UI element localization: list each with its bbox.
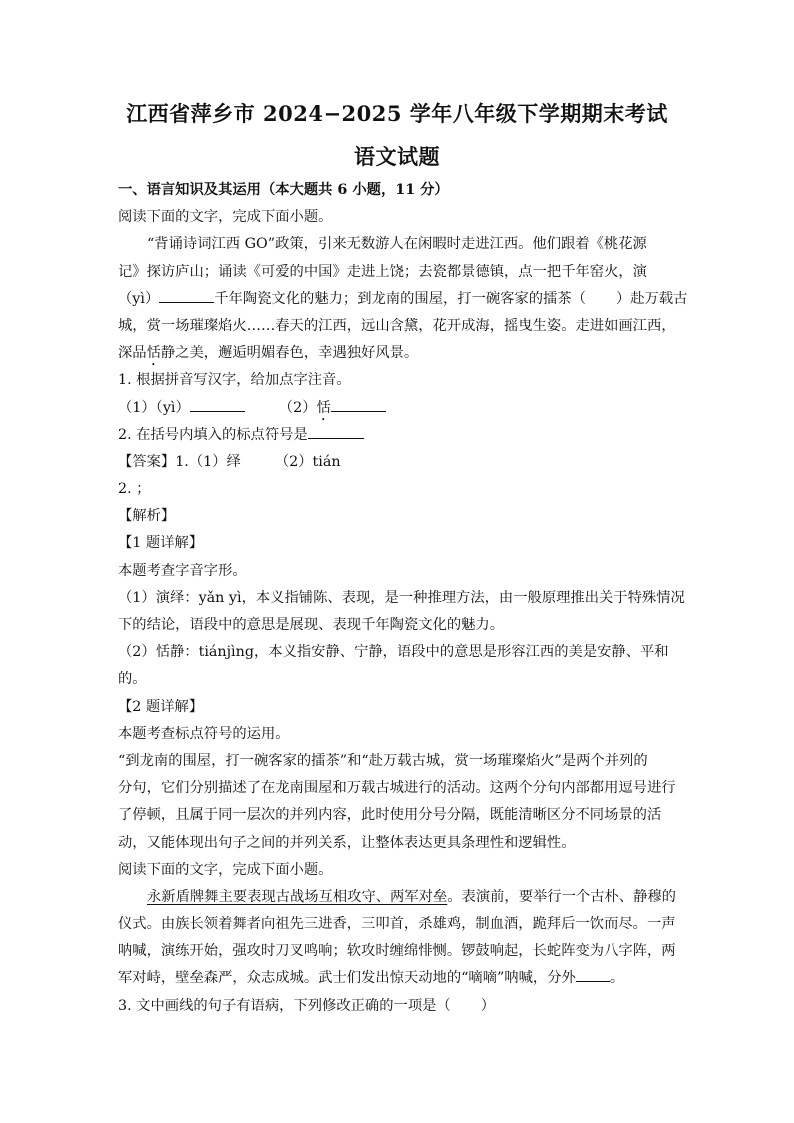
- detail-text: 动，又能体现出句子之间的并列关系，让整体表达更具条理性和逻辑性。: [118, 834, 576, 851]
- instruction: 阅读下面的文字，完成下面小题。: [118, 209, 333, 226]
- exam-title: 江西省萍乡市 2024−2025 学年八年级下学期期末考试: [126, 101, 668, 126]
- answer-blank[interactable]: [159, 286, 214, 303]
- answer-blank[interactable]: [576, 965, 610, 982]
- passage2-line: 呐喊，演练开始，强攻时刀叉鸣响；软攻时缠绵悱恻。锣鼓响起，长蛇阵变为八字阵，两: [118, 943, 676, 960]
- section-heading: 一、语言知识及其运用（本大题共 6 小题，11 分）: [118, 182, 449, 198]
- passage2-line: 永新盾牌舞主要表现古战场互相攻守、两军对垒。表演前，要举行一个古朴、静穆的: [147, 888, 676, 905]
- question-2: 2. 在括号内填入的标点符号是: [118, 422, 678, 449]
- passage1-line: “背诵诗词江西 GO”政策，引来无数游人在闲暇时走进江西。他们跟着《桃花源: [147, 236, 647, 253]
- passage1-line: 记》探访庐山；诵读《可爱的中国》走进上饶；去瓷都景德镇，点一把千年窑火，演: [118, 263, 647, 280]
- passage2-line: 军对峙，壁垒森严，众志成城。武士们发出惊天动地的“嘀嘀”呐喊，分外 。: [118, 965, 678, 992]
- question-3: 3. 文中画线的句子有语病，下列修改正确的一项是（ ）: [118, 997, 496, 1014]
- detail-text: 分句，它们分别描述了在龙南围屋和万载古城进行的活动。这两个分句内部都用逗号进行: [118, 780, 676, 797]
- passage2-line: 仪式。由族长领着舞者向祖先三进香，三叩首，杀雄鸡，制血酒，跪拜后一饮而尽。一声: [118, 916, 676, 933]
- question-1-parts: （1）（yì） （2）恬: [118, 395, 678, 422]
- detail-text: 本题考查标点符号的运用。: [118, 725, 290, 742]
- answer-blank[interactable]: [331, 395, 386, 412]
- detail-text: “到龙南的围屋，打一碗客家的擂茶”和“赴万载古城，赏一场璀璨焰火”是两个并列的: [118, 752, 648, 769]
- emphasized-char: 恬: [146, 345, 161, 362]
- analysis-label: 【解析】: [118, 508, 176, 525]
- detail-label: 【1 题详解】: [118, 535, 204, 552]
- document-body: [118, 177, 688, 1020]
- underlined-sentence: 永新盾牌舞主要表现古战场互相攻守、两军对垒: [147, 888, 448, 905]
- passage1-line: 城，赏一场璀璨焰火……春天的江西，远山含黛，花开成海，摇曳生姿。走进如画江西，: [118, 317, 676, 334]
- detail-text: （2）恬静：tiánjìng，本义指安静、宁静，语段中的意思是形容江西的美是安静、平和: [118, 644, 669, 661]
- detail-text: 本题考查字音字形。: [118, 562, 247, 579]
- answer-blank[interactable]: [308, 422, 364, 439]
- instruction: 阅读下面的文字，完成下面小题。: [118, 861, 333, 878]
- detail-label: 【2 题详解】: [118, 698, 204, 715]
- detail-text: 下的结论，语段中的意思是展现、表现千年陶瓷文化的魅力。: [118, 617, 505, 633]
- answer-line: 【答案】1.（1）绎 （2）tián: [118, 453, 341, 470]
- exam-subtitle: 语文试题: [354, 144, 440, 169]
- passage1-line: （yì） 千年陶瓷文化的魅力；到龙南的围屋，打一碗客家的擂茶（ ）赴万载古: [118, 286, 678, 313]
- detail-text: 了停顿，且属于同一层次的并列内容，此时使用分号分隔，既能清晰区分不同场景的活: [118, 807, 662, 824]
- question-1: 1. 根据拼音写汉字，给加点字注音。: [118, 372, 351, 389]
- answer-blank[interactable]: [190, 395, 245, 412]
- detail-text: （1）演绎：yǎn yì，本义指铺陈、表现，是一种推理方法，由一般原理推出关于特殊情况: [118, 589, 685, 606]
- answer-line: 2. ；: [118, 481, 151, 498]
- detail-text: 的。: [118, 671, 147, 688]
- passage1-line: 深品恬静之美，邂逅明媚春色，幸遇独好风景。: [118, 345, 419, 362]
